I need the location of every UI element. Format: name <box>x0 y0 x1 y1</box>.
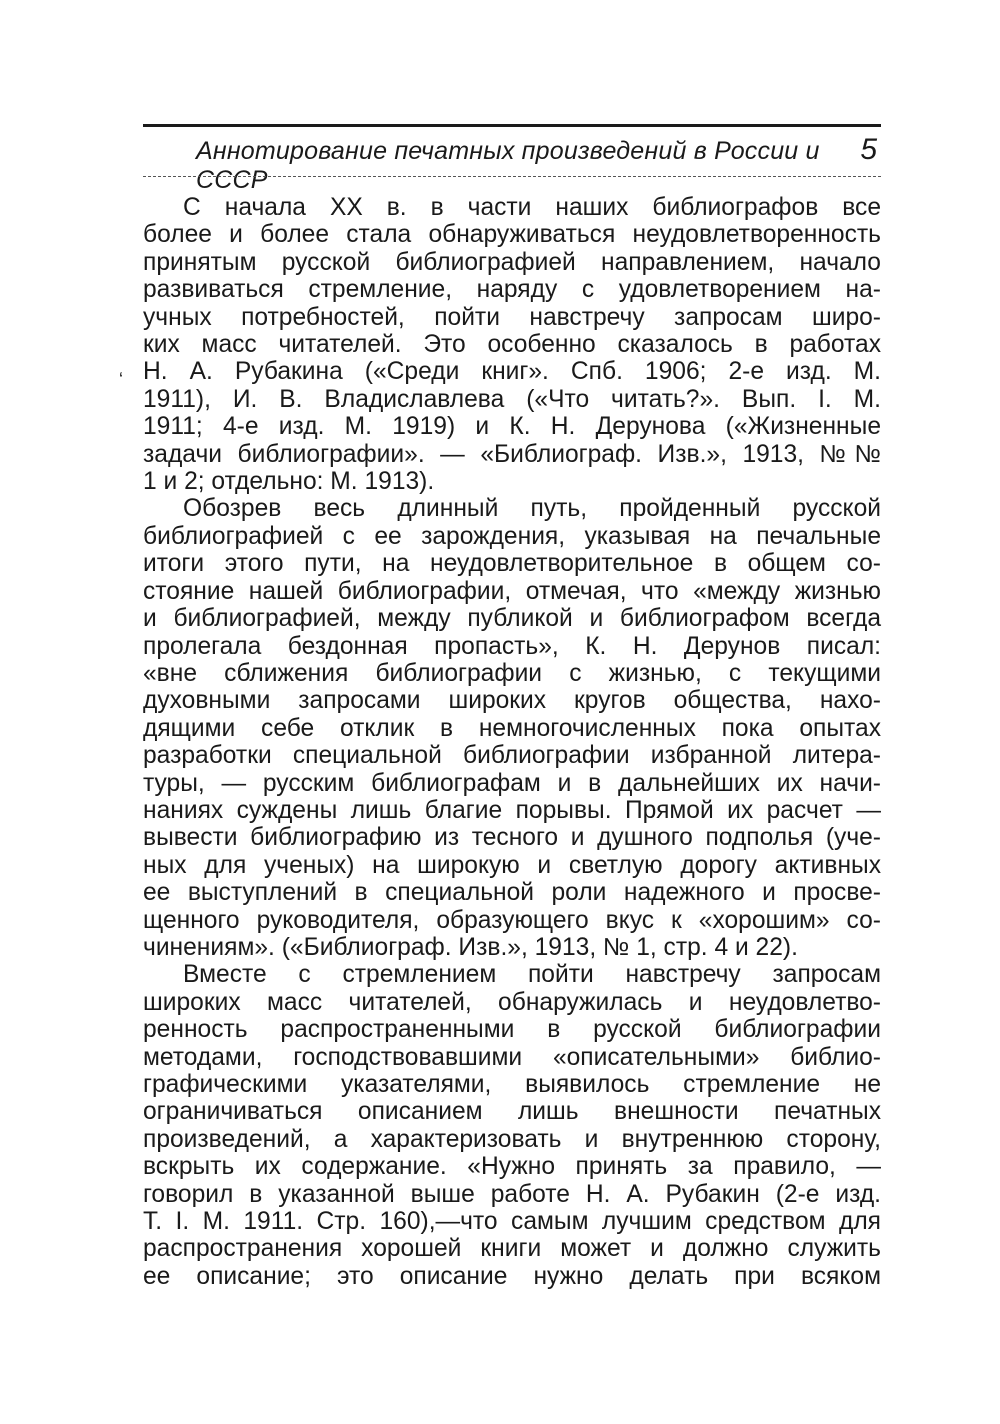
text-line: разработки специальной библиографии избранной литера- <box>143 742 881 770</box>
text-line: Обозрев весь длинный путь, пройденный русской <box>183 495 881 523</box>
text-line: ее описание; это описание нужно делать при всяком <box>143 1262 881 1290</box>
paragraph-2 <box>143 495 881 961</box>
text-line: Т. I. М. 1911. Стр. 160),—что самым лучшим средством для <box>143 1208 881 1236</box>
text-line: пролегала бездонная пропасть», К. Н. Дерунов писал: <box>143 632 881 660</box>
text-line: более и более стала обнаруживаться неудовлетворенность <box>143 221 881 249</box>
running-title: Аннотирование печатных произведений в России и СССР <box>196 137 820 194</box>
text-line: щенного руководителя, образующего вкус к «хорошим» со- <box>143 906 881 934</box>
text-line: туры, — русским библиографам и в дальнейших их начи- <box>143 769 881 797</box>
text-line: ренность распространенными в русской библиографии <box>143 1016 881 1044</box>
paragraph-1 <box>143 194 881 495</box>
text-line: духовными запросами широких кругов общества, нахо- <box>143 687 881 715</box>
text-line: методами, господствовавшими «описательными» библио- <box>143 1043 881 1071</box>
text-line: широких масс читателей, обнаружилась и неудовлетво- <box>143 988 881 1016</box>
text-line: 1 и 2; отдельно: М. 1913). <box>143 468 435 496</box>
text-line: учных потребностей, пойти навстречу запросам широ- <box>143 303 881 331</box>
text-line: ких масс читателей. Это особенно сказалось в работах <box>143 331 881 359</box>
text-line: вскрыть их содержание. «Нужно принять за правило, — <box>143 1153 881 1181</box>
text-line: ных для ученых) на широкую и светлую дорогу активных <box>143 851 881 879</box>
paragraph-3 <box>143 961 881 1290</box>
text-line: библиографией с ее зарождения, указывая на печальные <box>143 522 881 550</box>
text-line: чинениям». («Библиограф. Изв.», 1913, № 1, стр. 4 и 22). <box>143 933 798 961</box>
text-line: наниях суждены лишь благие порывы. Прямой их расчет — <box>143 796 881 824</box>
body-text <box>143 194 881 1290</box>
text-line: стояние нашей библиографии, отмечая, что «между жизнью <box>143 577 881 605</box>
text-line: вывести библиографию из тесного и душного подполья (уче- <box>143 824 881 852</box>
text-line: С начала XX в. в части наших библиографов все <box>183 194 881 221</box>
header-rule-bottom <box>143 176 881 177</box>
margin-mark: ʻ <box>119 370 123 390</box>
text-line: графическими указателями, выявилось стремление не <box>143 1071 881 1098</box>
text-line: дящими себе отклик в немногочисленных пока опытах <box>143 714 881 742</box>
text-line: Н. А. Рубакина («Среди книг». Спб. 1906; 2-е изд. М. <box>143 358 881 386</box>
text-line: произведений, а характеризовать и внутреннюю сторону, <box>143 1125 881 1153</box>
text-line: задачи библиографии». — «Библиограф. Изв.», 1913, №№ <box>143 440 881 468</box>
page-number: 5 <box>860 133 877 166</box>
header-rule-top <box>143 124 881 127</box>
text-line: итоги этого пути, на неудовлетворительное в общем со- <box>143 550 881 578</box>
text-line: принятым русской библиографией направлением, начало <box>143 248 881 276</box>
text-line: 1911), И. В. Владиславлева («Что читать?». Вып. I. М. <box>143 385 881 413</box>
text-line: Вместе с стремлением пойти навстречу запросам <box>183 961 881 989</box>
text-line: «вне сближения библиографии с жизнью, с текущими <box>143 659 881 687</box>
text-line: говорил в указанной выше работе Н. А. Рубакин (2-е изд. <box>143 1180 881 1208</box>
text-line: развиваться стремление, наряду с удовлетворением на- <box>143 276 881 304</box>
text-line: 1911; 4-е изд. М. 1919) и К. Н. Дерунова («Жизненные <box>143 413 881 441</box>
text-line: и библиографией, между публикой и библиографом всегда <box>143 605 881 633</box>
text-line: ее выступлений в специальной роли надежного и просве- <box>143 879 881 907</box>
running-header <box>196 133 881 194</box>
text-line: распространения хорошей книги может и должно служить <box>143 1235 881 1263</box>
text-line: ограничиваться описанием лишь внешности печатных <box>143 1098 881 1126</box>
